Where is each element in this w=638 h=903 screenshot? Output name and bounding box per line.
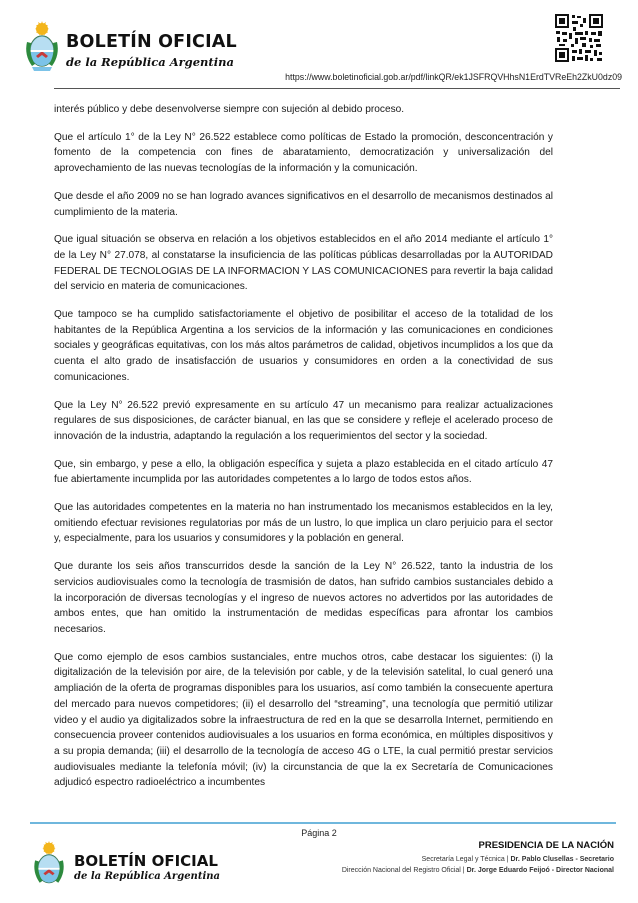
logo-subtitle: de la República Argentina bbox=[66, 55, 234, 69]
paragraph: Que el artículo 1° de la Ley N° 26.522 establece como políticas de Estado la promoción, desconcentración y fomento de la competencia con fines de abaratamiento, democratización y universalización del aprovechamiento de las nuevas tecnologías de la información y la comunicación. bbox=[54, 131, 553, 175]
direccion-line bbox=[324, 865, 614, 876]
boletin-logo bbox=[22, 18, 237, 78]
document-url[interactable]: https://www.boletinoficial.gob.ar/pdf/linkQR/ek1JSFRQVHhsN1ErdTVReEh2ZkU0dz09 bbox=[285, 72, 622, 82]
document-body bbox=[54, 102, 553, 803]
logo-title: BOLETÍN OFICIAL bbox=[66, 32, 237, 52]
paragraph: Que, sin embargo, y pese a ello, la obligación específica y sujeta a plazo establecida en el citado artículo 47 fue abiertamente incumplida por las autoridades competentes a lo largo de todos estos años. bbox=[54, 458, 553, 486]
direccion-label: Dirección Nacional del Registro Oficial | bbox=[341, 867, 467, 874]
footer-logo-title: BOLETÍN OFICIAL bbox=[74, 852, 218, 870]
coat-of-arms-icon bbox=[22, 20, 62, 76]
secretaria-line bbox=[324, 854, 614, 865]
page-number: Página 2 bbox=[301, 828, 337, 838]
paragraph: Que tampoco se ha cumplido satisfactoriamente el objetivo de posibilitar el acceso de la totalidad de los habitantes de la República Argentina a los servicios de la información y las comunicaciones en condiciones sociales y geográficas equitativas, con los más altos parámetros de calidad, objetivos incumplidos a los que da cuenta el alto grado de insatisfacción de usuarios y consumidores en orden a la conectividad de sus comunicaciones. bbox=[54, 309, 553, 383]
secretario-name: Dr. Pablo Clusellas - Secretario bbox=[510, 856, 614, 863]
paragraph: Que desde el año 2009 no se han logrado avances significativos en el desarrollo de mecanismos destinados al cumplimiento de la materia. bbox=[54, 190, 553, 218]
paragraph: Que las autoridades competentes en la materia no han instrumentado los mecanismos establecidos en la ley, omitiendo efectuar revisiones regulatorias por más de un lustro, lo que implica un claro perjuicio para el sector y, especialmente, para los usuarios y consumidores y la población en general. bbox=[54, 502, 553, 545]
header-divider bbox=[54, 88, 620, 89]
presidencia-label: PRESIDENCIA DE LA NACIÓN bbox=[478, 840, 614, 851]
paragraph: Que durante los seis años transcurridos desde la sanción de la Ley N° 26.522, tanto la industria de los servicios audiovisuales como la tecnología de trasmisión de datos, han sufrido cambios sustanciales debido a la incorporación de diversas tecnologías y el ingreso de nuevos actores no advertidos por las autoridades de ambos entes, que han omitido la instrumentación de medidas específicas para afrontar los cambios necesarios. bbox=[54, 561, 553, 635]
footer-divider bbox=[30, 822, 616, 824]
paragraph: Que igual situación se observa en relación a los objetivos establecidos en el año 2014 mediante el artículo 1° de la Ley N° 27.078, al constatarse la insuficiencia de las políticas públicas desarrolladas por la AUTORIDAD FEDERAL DE TECNOLOGIAS DE LA INFORMACION Y LAS COMUNICACIONES para revertir la baja calidad del servicio en materia de comunicaciones. bbox=[54, 234, 553, 293]
director-name: Dr. Jorge Eduardo Feijoó - Director Nacional bbox=[466, 867, 614, 874]
paragraph: interés público y debe desenvolverse siempre con sujeción al debido proceso. bbox=[54, 104, 405, 115]
page-header bbox=[0, 0, 638, 92]
footer-logo-subtitle: de la República Argentina bbox=[74, 871, 220, 882]
paragraph: Que la Ley N° 26.522 previó expresamente en su artículo 47 un mecanismo para realizar actualizaciones regulares de sus disposiciones, de carácter bianual, en las que se considere y refleje el acelerado proceso de innovación de la industria, adaptando la regulación a los requerimientos del sector y la sociedad. bbox=[54, 399, 553, 442]
qr-code-icon[interactable] bbox=[555, 14, 603, 62]
footer-boletin-logo bbox=[30, 840, 220, 895]
secretaria-label: Secretaría Legal y Técnica | bbox=[421, 856, 511, 863]
paragraph: Que como ejemplo de esos cambios sustanciales, entre muchos otros, cabe destacar los siguientes: (i) la digitalización de la televisión por aire, de la televisión por cable, y de la televisión satelital, lo cual generó una ampliación de la oferta de programas disponibles para los usuarios, así como también la consecuente apertura del mercado para nuevos competidores; (ii) el desarrollo del “streaming”, una tecnología que permitió utilizar video y el audio ya digitalizados sobre la infraestructura de red en la que se desarrolla Internet, permitiendo en consecuencia proveer contenidos audiovisuales a los usuarios en forma económica, en múltiples dispositivos y a su propia demanda; (iii) el desarrollo de la tecnología de acceso 4G o LTE, la cual permitió prestar servicios audiovisuales mediante la telefonía móvil; (iv) la circunstancia de que la ex Secretaría de Comunicaciones adjudicó espectro radioeléctrico a incumbentes bbox=[54, 651, 553, 789]
coat-of-arms-icon bbox=[30, 840, 68, 892]
footer-credits bbox=[324, 840, 614, 876]
